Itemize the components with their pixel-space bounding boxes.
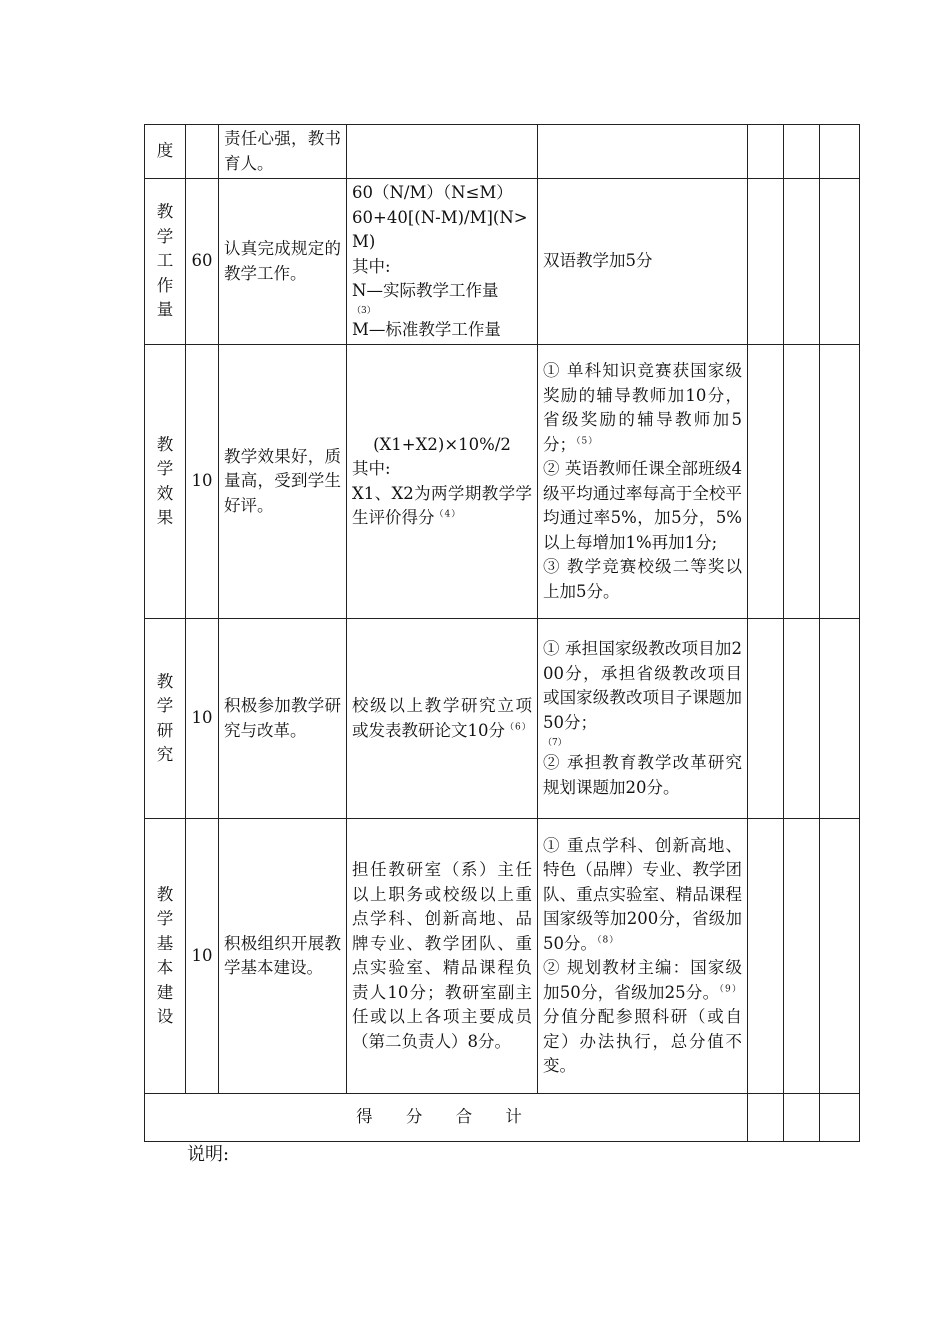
item-cell: 教学基本建设 bbox=[145, 819, 186, 1094]
formula-cell bbox=[347, 125, 538, 179]
score-col-1-cell bbox=[748, 1094, 784, 1142]
formula-cell bbox=[347, 819, 538, 1094]
footnote-marker: （7） bbox=[543, 738, 567, 748]
score-col-2-cell bbox=[784, 1094, 820, 1142]
footnote-marker: （5） bbox=[576, 436, 599, 446]
score-col-3-cell bbox=[820, 1094, 860, 1142]
total-row bbox=[145, 1094, 860, 1142]
bonus-cell bbox=[538, 819, 748, 1094]
footnote-marker: （3） bbox=[352, 305, 376, 316]
bonus-line: ② 英语教师任课全部班级4级平均通过率每高于全校平均通过率5%，加5分，5%以上每增加1%再加1分; bbox=[543, 459, 742, 552]
score-col-2-cell bbox=[784, 619, 820, 819]
item-cell: 教学工作量 bbox=[145, 179, 186, 345]
note-label: 说明: bbox=[187, 1144, 230, 1165]
table-row bbox=[145, 819, 860, 1094]
formula-cell bbox=[347, 619, 538, 819]
requirement-cell: 认真完成规定的教学工作。 bbox=[219, 179, 347, 345]
formula-line: 60+40[(N-M)/M](N>M) bbox=[352, 207, 528, 251]
footnote-marker: （6） bbox=[505, 722, 532, 732]
bonus-cell bbox=[538, 345, 748, 619]
bonus-line bbox=[543, 834, 742, 957]
score-cell: 10 bbox=[186, 819, 219, 1094]
evaluation-table bbox=[144, 124, 860, 1142]
table-row bbox=[145, 345, 860, 619]
formula-line bbox=[352, 694, 532, 743]
bonus-cell bbox=[538, 619, 748, 819]
score-cell: 10 bbox=[186, 345, 219, 619]
bonus-line: ③ 教学竞赛校级二等奖以上加5分。 bbox=[543, 557, 742, 601]
table-row bbox=[145, 179, 860, 345]
formula-line: (X1+X2)×10%/2 bbox=[373, 434, 511, 454]
formula-cell bbox=[347, 345, 538, 619]
bonus-text: ① 单科知识竞赛获国家级奖励的辅导教师加10分，省级奖励的辅导教师加5分； bbox=[543, 361, 742, 454]
bonus-line: 双语教学加5分 bbox=[543, 251, 653, 271]
score-cell bbox=[186, 125, 219, 179]
formula-line: 其中: bbox=[352, 459, 391, 478]
table-row bbox=[145, 125, 860, 179]
bonus-text: ② 规划教材主编：国家级加50分，省级加25分。 bbox=[543, 958, 742, 1002]
formula-line: M—标准教学工作量 bbox=[352, 319, 501, 339]
score-col-2-cell bbox=[784, 179, 820, 345]
footnote-marker: （9） bbox=[719, 984, 742, 994]
score-col-1-cell bbox=[748, 125, 784, 179]
score-col-2-cell bbox=[784, 345, 820, 619]
bonus-text: 分值分配参照科研（或自定）办法执行，总分值不变。 bbox=[543, 1007, 742, 1075]
score-col-3-cell bbox=[820, 125, 860, 179]
score-cell: 10 bbox=[186, 619, 219, 819]
bonus-text: ① 重点学科、创新高地、特色（品牌）专业、教学团队、重点实验室、精品课程国家级等加200分，省级加50分。 bbox=[543, 835, 742, 953]
score-col-3-cell bbox=[820, 619, 860, 819]
formula-line: 担任教研室（系）主任以上职务或校级以上重点学科、创新高地、品牌专业、教学团队、重点实验室、精品课程负责人10分；教研室副主任或以上各项主要成员（第二负责人）8分。 bbox=[352, 860, 532, 1051]
formula-line: 其中: bbox=[352, 256, 391, 276]
bonus-cell bbox=[538, 179, 748, 345]
bonus-line bbox=[543, 956, 742, 1079]
score-col-3-cell bbox=[820, 345, 860, 619]
score-col-3-cell bbox=[820, 179, 860, 345]
table-row bbox=[145, 619, 860, 819]
score-col-2-cell bbox=[784, 125, 820, 179]
requirement-cell: 积极组织开展教学基本建设。 bbox=[219, 819, 347, 1094]
bonus-line bbox=[543, 359, 742, 457]
score-col-1-cell bbox=[748, 619, 784, 819]
footnote-marker: （4） bbox=[434, 509, 462, 520]
bonus-cell bbox=[538, 125, 748, 179]
item-cell: 教学效果 bbox=[145, 345, 186, 619]
formula-text: X1、X2为两学期教学学生评价得分 bbox=[352, 483, 532, 527]
score-col-1-cell bbox=[748, 819, 784, 1094]
formula-line bbox=[352, 482, 532, 531]
item-cell: 教学研究 bbox=[145, 619, 186, 819]
requirement-cell: 教学效果好，质量高，受到学生好评。 bbox=[219, 345, 347, 619]
bonus-line: ② 承担教育教学改革研究规划课题加20分。 bbox=[543, 753, 742, 797]
total-label: 得 分 合 计 bbox=[145, 1094, 748, 1142]
formula-text: 校级以上教学研究立项或发表教研论文10分 bbox=[352, 696, 532, 740]
formula-line: N—实际教学工作量 bbox=[352, 281, 499, 300]
score-cell: 60 bbox=[186, 179, 219, 345]
formula-line: 60（N/M）（N≤M） bbox=[352, 183, 513, 202]
item-cell: 度 bbox=[145, 125, 186, 179]
score-col-1-cell bbox=[748, 179, 784, 345]
bonus-line: ① 承担国家级教改项目加200分，承担省级教改项目或国家级教改项目子课题加50分； bbox=[543, 639, 742, 732]
score-col-1-cell bbox=[748, 345, 784, 619]
requirement-cell: 责任心强，教书育人。 bbox=[219, 125, 347, 179]
footnote-marker: （8） bbox=[597, 935, 620, 945]
formula-cell bbox=[347, 179, 538, 345]
score-col-2-cell bbox=[784, 819, 820, 1094]
score-col-3-cell bbox=[820, 819, 860, 1094]
requirement-cell: 积极参加教学研究与改革。 bbox=[219, 619, 347, 819]
